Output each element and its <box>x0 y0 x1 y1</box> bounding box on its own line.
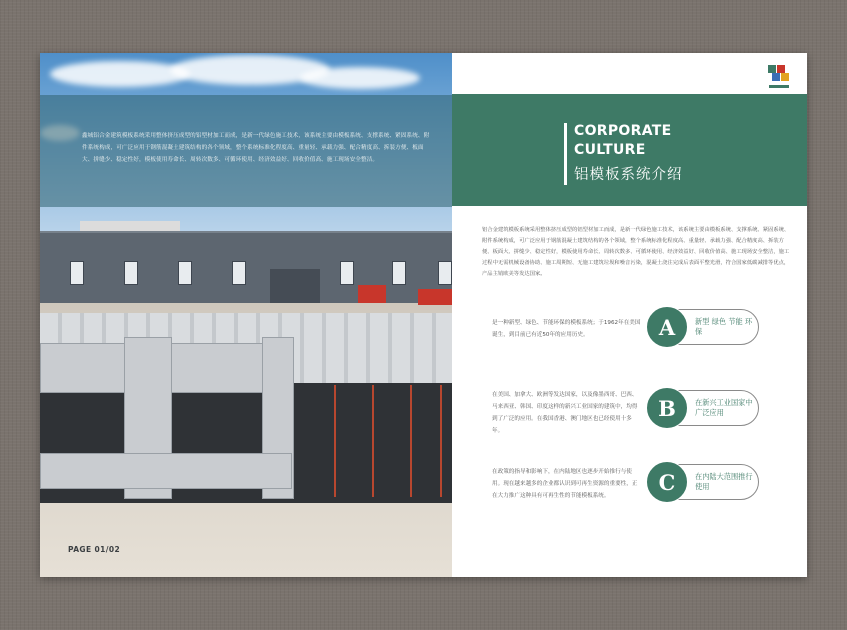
item-c-text: 在政策的指导和影响下，在内陆地区也逐步开始推行与使用。现在越来越多的企业都认识到可再生资源的重要性，正在大力推广这种具有可再生性的节能模板系统。 <box>492 469 638 499</box>
item-b-label: 在新兴工业国家中广泛应用 <box>695 398 753 417</box>
intro-paragraph: 铝合金建筑模板系统采用整体挤压成型的铝型材加工而成，是新一代绿色施工技术，该系统主要由模板系统、支撑系统、紧固系统、附件系统构成，可广泛应用于钢筋混凝土建筑结构的各个领域，整个系统标准化程度高、重量轻、承载力强、配合精度高、拆装方便、板面大、拼缝少、稳定性好，模板使用寿命长、周转次数多、可循环使用、经济效益好、回收价值高、施工现场安全整洁，施工过程中无需机械设备协助、施工周期短、无施工建筑垃圾和噪音污染，混凝土浇注完成后表面平整光滑，符合国家低碳减排等优点，产品主销欧美等发达国家。 <box>482 227 790 277</box>
building-window <box>70 261 84 285</box>
building-window <box>124 261 138 285</box>
letter-a-circle <box>646 306 688 348</box>
logo-icon <box>762 63 796 91</box>
letter-a: A <box>658 315 676 340</box>
brochure-spread <box>40 53 807 577</box>
item-b-text: 在美国、加拿大、欧洲等发达国家，以及像墨西哥、巴西、马来西亚、韩国、印度这样的新兴工业国家的建筑中，均得到了广泛的应用。在我国香港、澳门地区也已经使用十多年。 <box>492 392 638 434</box>
building-window <box>178 261 192 285</box>
item-a-badge <box>650 309 759 345</box>
support-prop <box>372 385 374 497</box>
page-number: PAGE 01/02 <box>68 545 121 554</box>
support-prop <box>410 385 412 497</box>
factory-building <box>40 233 452 303</box>
factory-door <box>270 269 320 303</box>
title-chinese: 铝模板系统介绍 <box>574 167 683 183</box>
letter-c-circle <box>646 461 688 503</box>
item-b-badge <box>650 390 759 426</box>
cloud <box>50 61 190 87</box>
red-truck <box>418 289 452 305</box>
cloud <box>300 67 420 89</box>
title-english-line2: CULTURE <box>574 142 646 158</box>
letter-b-circle <box>646 387 688 429</box>
title-english-line1: CORPORATE <box>574 123 672 139</box>
building-window <box>232 261 246 285</box>
support-prop <box>440 385 442 497</box>
item-a-label: 新型 绿色 节能 环保 <box>695 317 753 336</box>
letter-b: B <box>658 396 676 421</box>
building-window <box>392 261 406 285</box>
item-a-text: 是一种新型、绿色、节能环保的模板系统；于1962年在美国诞生，到目前已有近50年的应用历史。 <box>492 320 641 338</box>
letter-c: C <box>658 470 676 495</box>
item-c-badge <box>650 464 759 500</box>
company-logo <box>762 63 796 91</box>
right-page <box>452 53 807 577</box>
item-c-label: 在内陆大范围推行使用 <box>695 472 753 491</box>
overlay-paragraph: 鑫城铝合金建筑模板系统采用整体挤压成型的铝型材加工而成，是新一代绿色施工技术，该系统主要由模板系统、支撑系统、紧固系统、附件系统构成，可广泛应用于钢筋混凝土建筑结构的各个领域，整个系统标准化程度高、重量轻、承载力强、配合精度高、拆装方便、板面大、拼缝少、稳定性好，模板使用寿命长、周转次数多、可循环使用、经济效益好、回收价值高、施工现场安全整洁。 <box>82 133 430 163</box>
left-page <box>40 53 452 577</box>
building-window <box>438 261 452 285</box>
red-truck <box>358 285 386 303</box>
formwork-panel <box>40 453 292 489</box>
title-accent-bar <box>564 123 567 185</box>
building-window <box>340 261 354 285</box>
support-prop <box>334 385 336 497</box>
